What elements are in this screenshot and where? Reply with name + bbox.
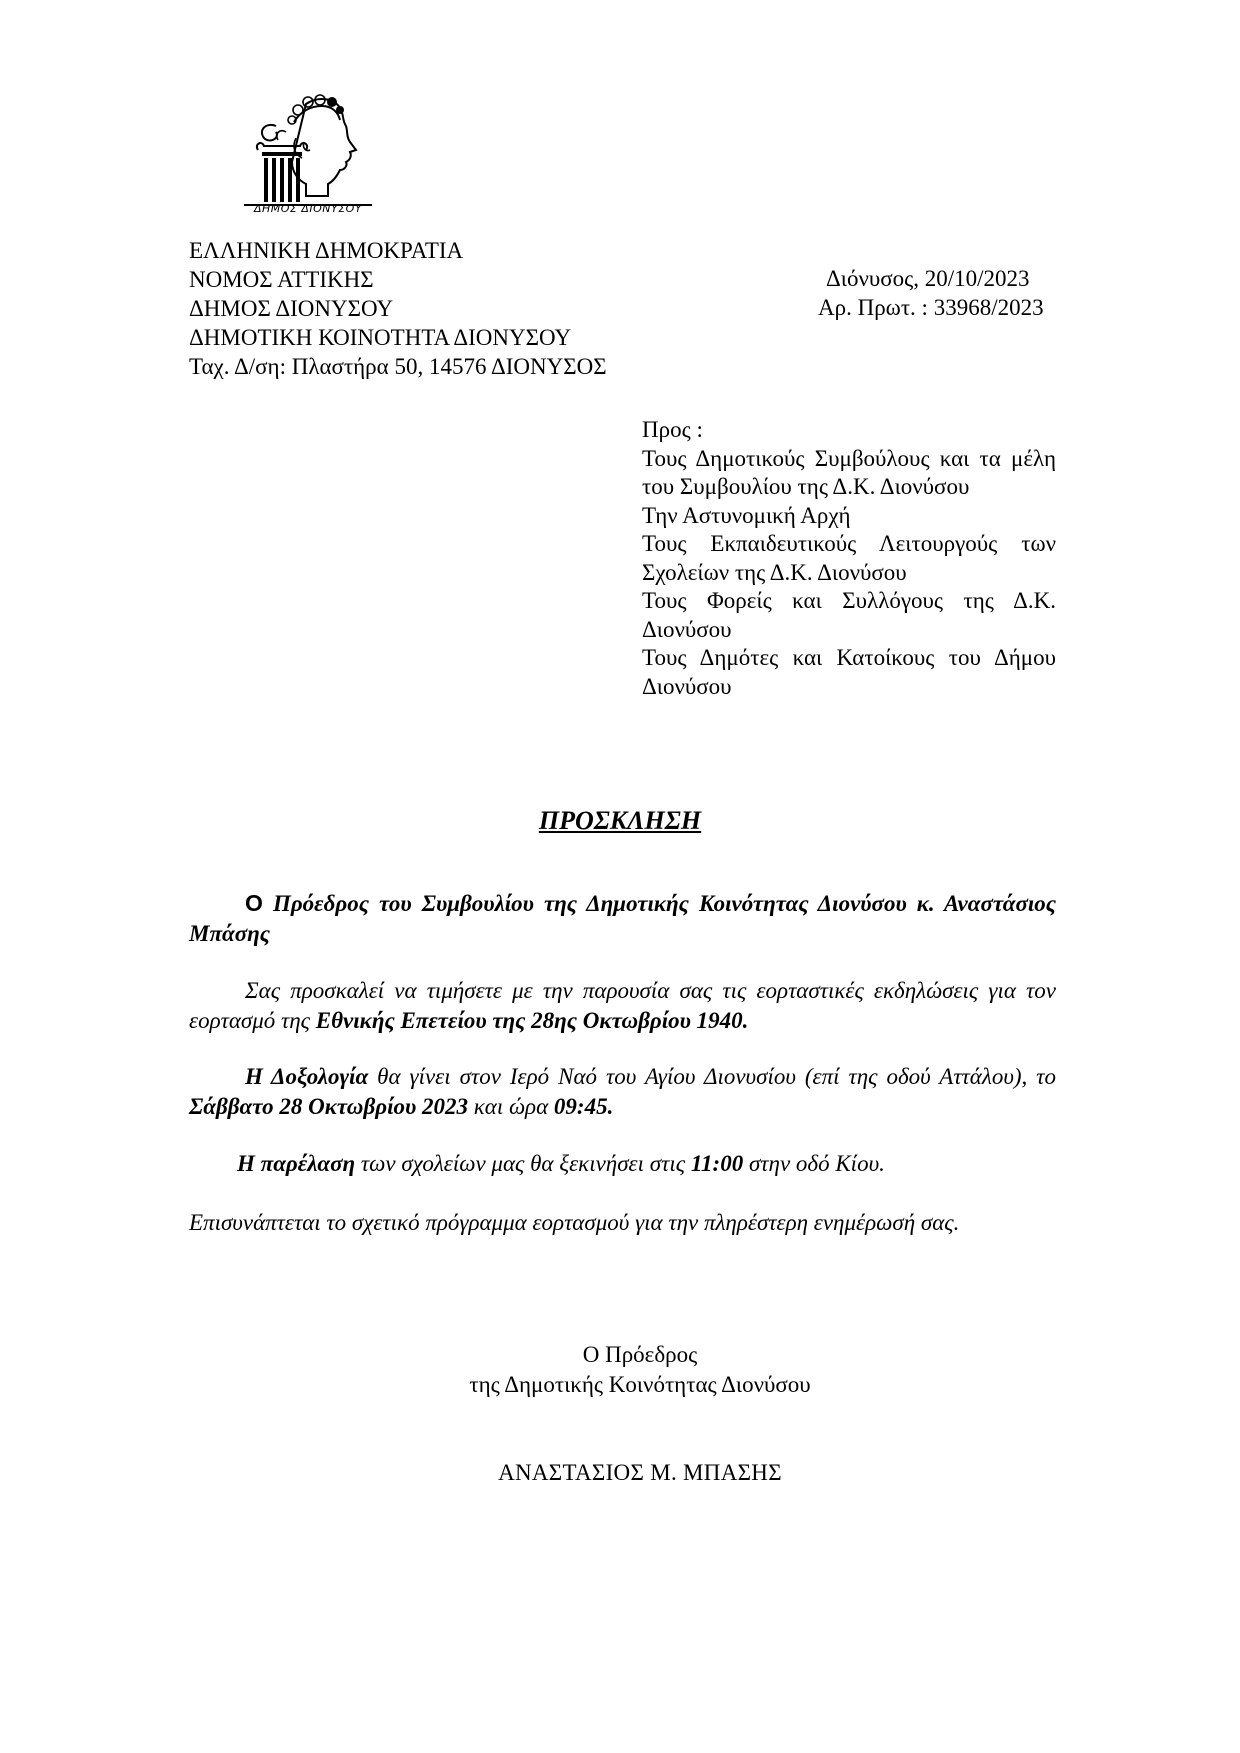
- title-text: ΠΡΟΣΚΛΗΣΗ: [538, 806, 702, 835]
- issuer-line-country: ΕΛΛΗΝΙΚΗ ΔΗΜΟΚΡΑΤΙΑ: [189, 238, 464, 263]
- doxology-location: θα γίνει στον Ιερό Ναό του Αγίου Διονυσίου (επί της οδού Αττάλου), το: [368, 1064, 1056, 1089]
- recipient-item: Τους Εκπαιδευτικούς Λειτουργούς των Σχολείων της Δ.Κ. Διονύσου: [642, 531, 1056, 585]
- issuer-line-community: ΔΗΜΟΤΙΚΗ ΚΟΙΝΟΤΗΤΑ ΔΙΟΝΥΣΟΥ: [189, 325, 572, 350]
- protocol-number: Αρ. Πρωτ. : 33968/2023: [818, 295, 1044, 320]
- paragraph-parade: [189, 1149, 1056, 1179]
- issuer-block: [189, 236, 607, 381]
- doxology-date: Σάββατο 28 Οκτωβρίου 2023: [189, 1094, 468, 1119]
- parade-location: στην οδό Κίου.: [743, 1151, 885, 1176]
- recipient-item: Τους Δημοτικούς Συμβούλους και τα μέλη του Συμβουλίου της Δ.Κ. Διονύσου: [642, 445, 1056, 499]
- signature-title: Ο Πρόεδρος: [582, 1342, 698, 1367]
- recipient-item: Την Αστυνομική Αρχή: [642, 502, 851, 528]
- date-protocol-block: [818, 264, 1044, 322]
- paragraph-attachment: Επισυνάπτεται το σχετικό πρόγραμμα εορτασμού για την πληρέστερη ενημέρωσή σας.: [189, 1210, 960, 1235]
- parade-text: των σχολείων μας θα ξεκινήσει στις: [355, 1151, 691, 1176]
- signature-subtitle: της Δημοτικής Κοινότητας Διονύσου: [469, 1372, 811, 1397]
- paragraph-invitation-text: Σας προσκαλεί να τιμήσετε με την παρουσία σας τις εορταστικές εκδηλώσεις για τον εορτασμό της: [189, 978, 1056, 1033]
- document-title: [0, 806, 1240, 836]
- paragraph-president-article: Ο: [245, 890, 263, 916]
- paragraph-president-text: Πρόεδρος του Συμβουλίου της Δημοτικής Κοινότητας Διονύσου κ. Αναστάσιος Μπάσης: [189, 891, 1056, 946]
- doxology-time-label: και ώρα: [467, 1094, 554, 1119]
- anniversary-name: Εθνικής Επετείου της 28ης Οκτωβρίου 1940.: [315, 1008, 749, 1033]
- recipient-item: Τους Δημότες και Κατοίκους του Δήμου Διονύσου: [642, 645, 1056, 699]
- recipient-item: Τους Φορείς και Συλλόγους της Δ.Κ. Διονύσου: [642, 588, 1056, 642]
- recipients-heading: Προς :: [642, 417, 703, 442]
- recipients-block: [642, 416, 1056, 701]
- paragraph-invitation: [189, 976, 1056, 1036]
- issuer-line-address: Ταχ. Δ/ση: Πλαστήρα 50, 14576 ΔΙΟΝΥΣΟΣ: [189, 354, 607, 379]
- logo-text: ΔΗΜΟΣ ΔΙΟΝΥΣΟΥ: [253, 202, 363, 215]
- parade-time: 11:00: [690, 1151, 744, 1176]
- paragraph-doxology: [189, 1062, 1056, 1122]
- doxology-time: 09:45.: [553, 1094, 614, 1119]
- document-date: Διόνυσος, 20/10/2023: [826, 266, 1030, 291]
- issuer-line-prefecture: ΝΟΜΟΣ ΑΤΤΙΚΗΣ: [189, 267, 374, 292]
- municipality-logo: [236, 92, 380, 224]
- doxology-label: Η Δοξολογία: [245, 1064, 369, 1089]
- issuer-line-municipality: ΔΗΜΟΣ ΔΙΟΝΥΣΟΥ: [189, 296, 394, 321]
- signatory-name: ΑΝΑΣΤΑΣΙΟΣ Μ. ΜΠΑΣΗΣ: [498, 1460, 782, 1485]
- parade-label: Η παρέλαση: [237, 1151, 356, 1176]
- paragraph-president: [189, 888, 1056, 949]
